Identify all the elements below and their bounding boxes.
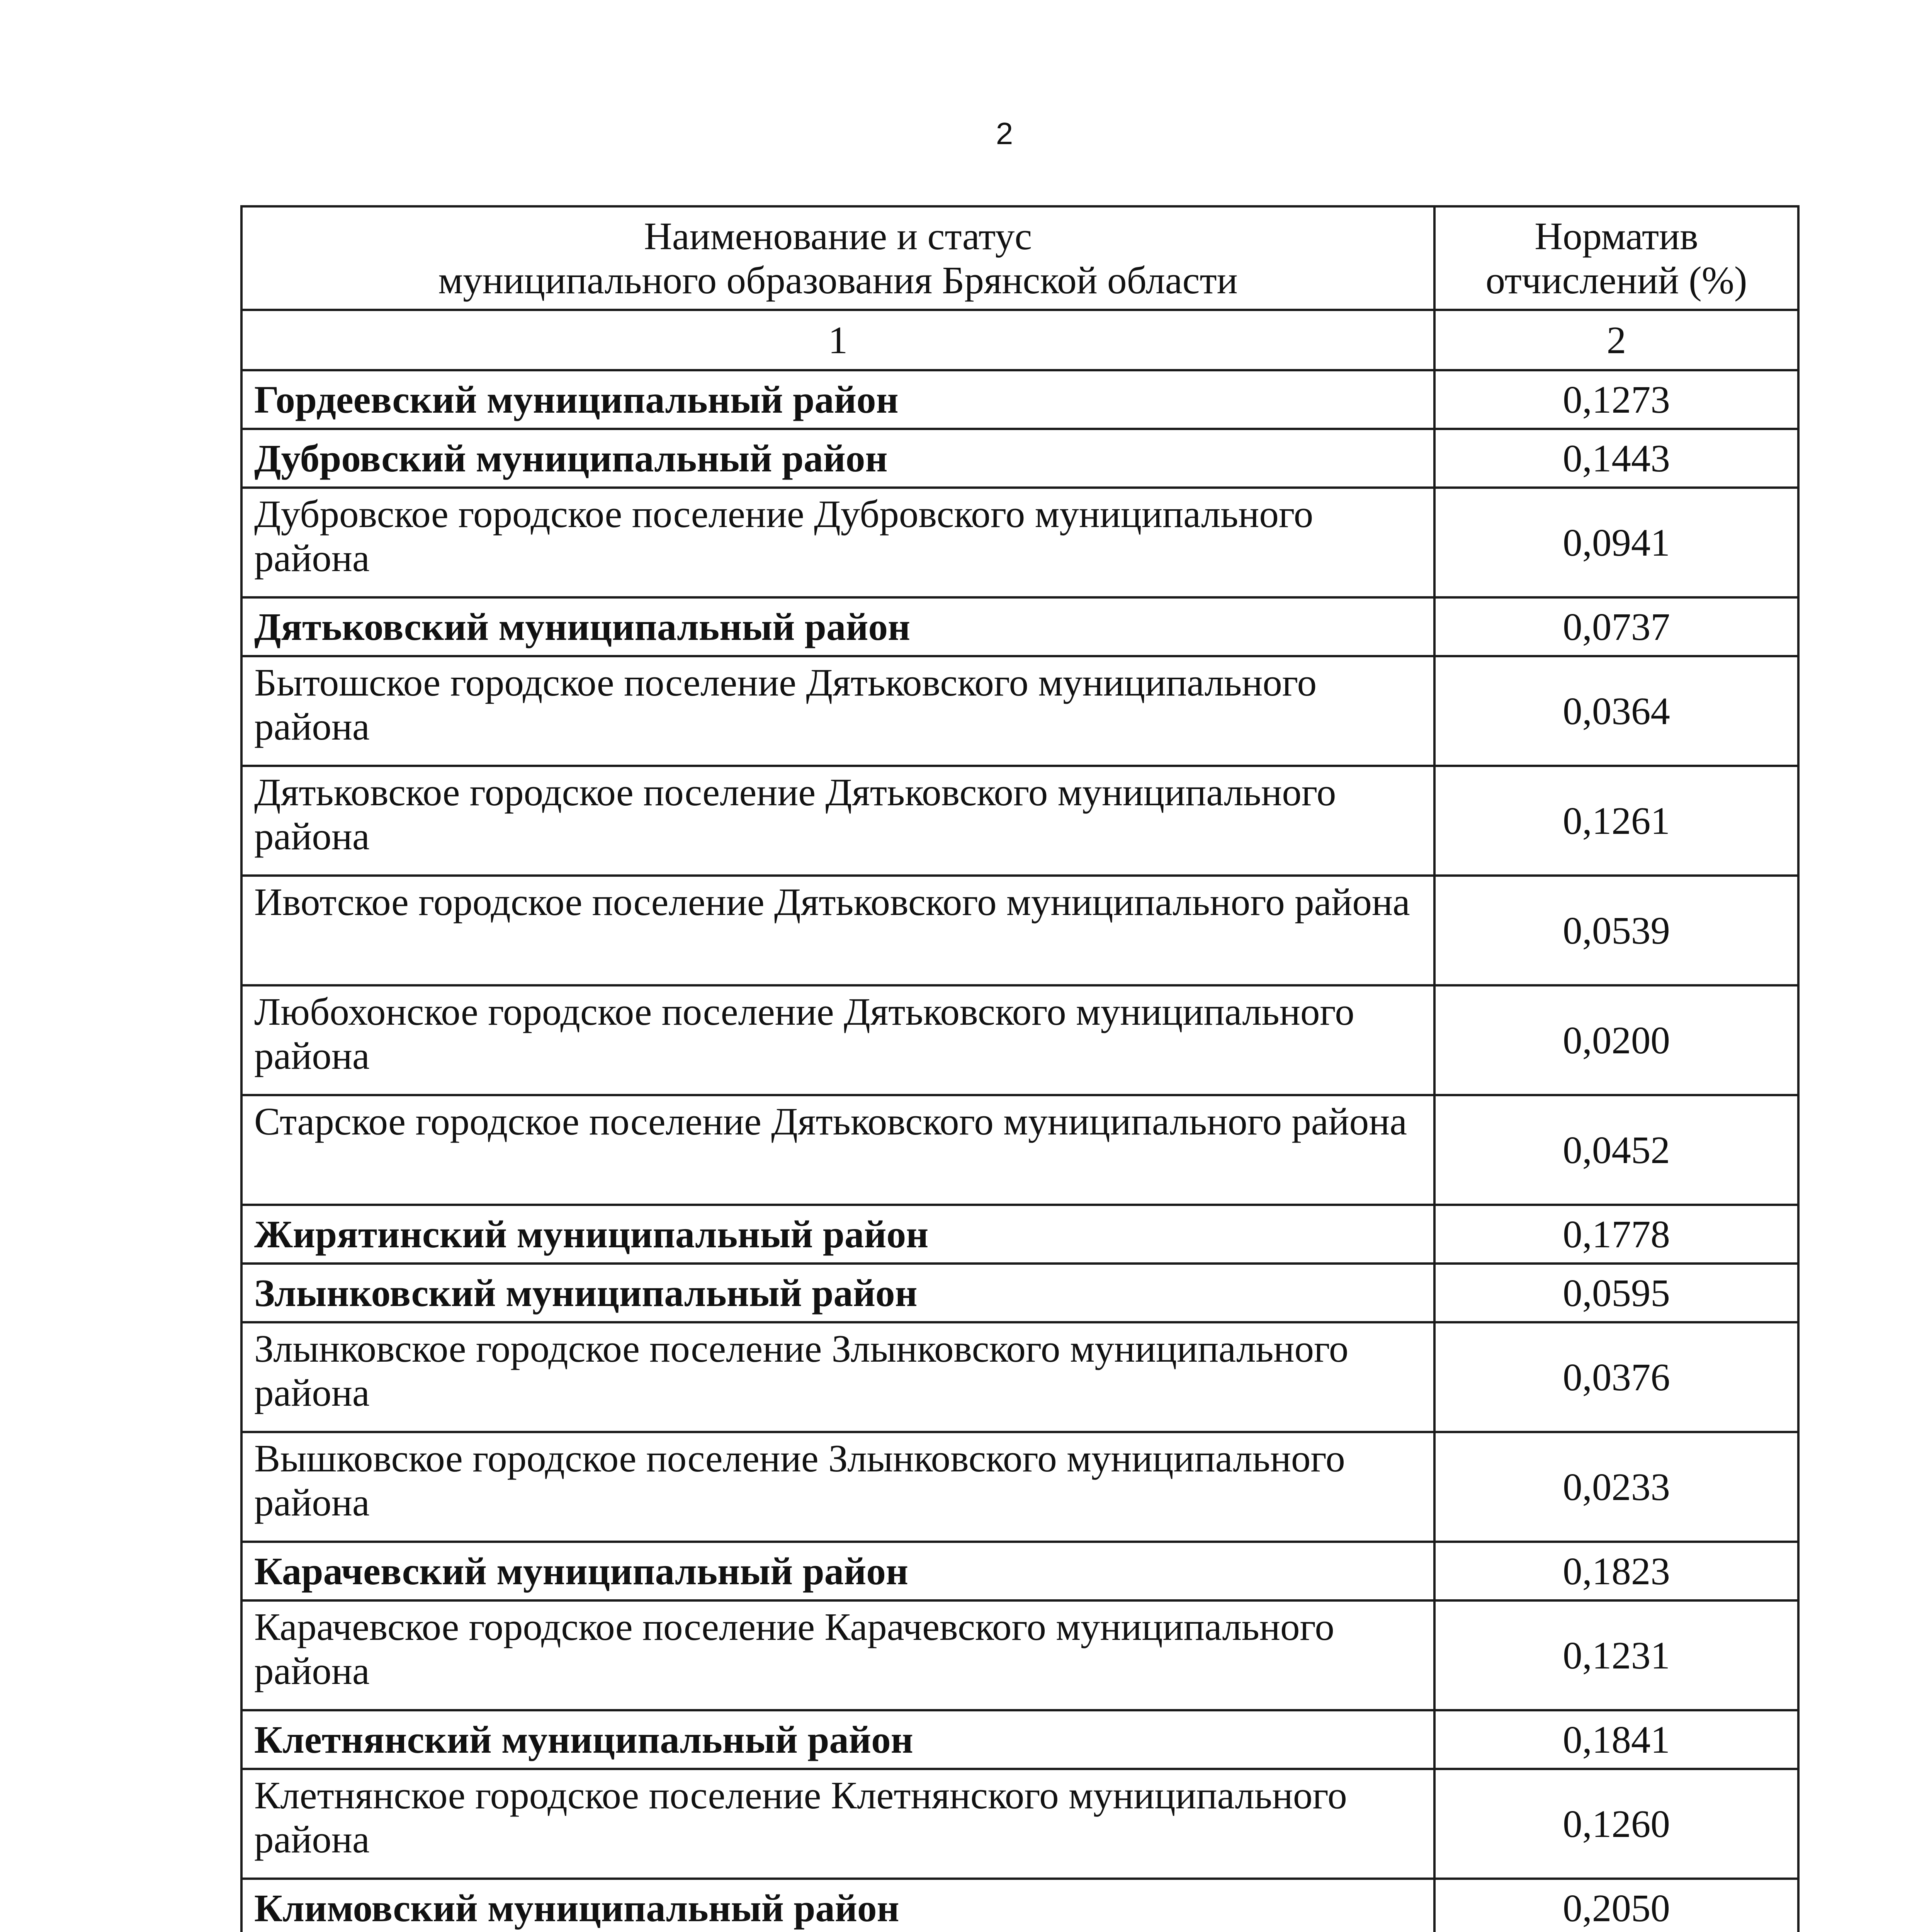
settlement-row — [241, 1432, 1798, 1542]
header-value-column — [1434, 206, 1798, 310]
settlement-row — [241, 1600, 1798, 1710]
settlement-row — [241, 656, 1798, 766]
deduction-norm-cell: 0,2050 — [1434, 1879, 1798, 1932]
deduction-norm-cell: 0,1823 — [1434, 1542, 1798, 1600]
municipality-name-cell: Любохонское городское поселение Дятьковского муниципального района — [241, 985, 1434, 1095]
municipality-name-cell: Дубровский муниципальный район — [241, 429, 1434, 488]
district-row — [241, 1879, 1798, 1932]
column-number-row — [241, 310, 1798, 370]
municipality-name-cell: Дятьковское городское поселение Дятьковского муниципального района — [241, 766, 1434, 876]
table-body — [241, 370, 1798, 1932]
deduction-norm-cell: 0,0233 — [1434, 1432, 1798, 1542]
municipality-name-cell: Климовский муниципальный район — [241, 1879, 1434, 1932]
municipality-name-cell: Ивотское городское поселение Дятьковского муниципального района — [241, 876, 1434, 985]
table-header-row — [241, 206, 1798, 310]
municipality-name-cell: Злынковский муниципальный район — [241, 1264, 1434, 1322]
column-number-2: 2 — [1434, 310, 1798, 370]
municipality-name-cell: Карачевское городское поселение Карачевского муниципального района — [241, 1600, 1434, 1710]
deduction-norm-cell: 0,1778 — [1434, 1205, 1798, 1264]
deduction-norm-cell: 0,1841 — [1434, 1710, 1798, 1769]
district-row — [241, 1710, 1798, 1769]
deduction-norm-cell: 0,1443 — [1434, 429, 1798, 488]
deduction-norm-cell: 0,1260 — [1434, 1769, 1798, 1879]
district-row — [241, 1542, 1798, 1600]
deduction-norm-cell: 0,0595 — [1434, 1264, 1798, 1322]
settlement-row — [241, 1769, 1798, 1879]
header-name-column — [241, 206, 1434, 310]
deduction-norm-cell: 0,1231 — [1434, 1600, 1798, 1710]
municipality-name-cell: Карачевский муниципальный район — [241, 1542, 1434, 1600]
deduction-norm-cell: 0,0200 — [1434, 985, 1798, 1095]
header-value-line1: Норматив — [1535, 214, 1698, 258]
municipality-name-cell: Клетнянский муниципальный район — [241, 1710, 1434, 1769]
settlement-row — [241, 985, 1798, 1095]
deduction-norm-cell: 0,0452 — [1434, 1095, 1798, 1205]
deduction-norm-cell: 0,1273 — [1434, 370, 1798, 429]
deduction-norm-cell: 0,0376 — [1434, 1322, 1798, 1432]
deduction-norm-cell: 0,0941 — [1434, 488, 1798, 597]
page-number: 2 — [996, 116, 1013, 151]
deduction-norm-cell: 0,0364 — [1434, 656, 1798, 766]
header-name-line1: Наименование и статус — [644, 214, 1032, 258]
municipality-name-cell: Злынковское городское поселение Злынковского муниципального района — [241, 1322, 1434, 1432]
municipality-name-cell: Бытошское городское поселение Дятьковского муниципального района — [241, 656, 1434, 766]
settlement-row — [241, 1095, 1798, 1205]
municipality-name-cell: Гордеевский муниципальный район — [241, 370, 1434, 429]
district-row — [241, 1205, 1798, 1264]
district-row — [241, 597, 1798, 656]
deduction-norm-cell: 0,0737 — [1434, 597, 1798, 656]
district-row — [241, 429, 1798, 488]
municipality-name-cell: Жирятинский муниципальный район — [241, 1205, 1434, 1264]
district-row — [241, 1264, 1798, 1322]
municipality-name-cell: Старское городское поселение Дятьковского муниципального района — [241, 1095, 1434, 1205]
settlement-row — [241, 766, 1798, 876]
deduction-norm-cell: 0,0539 — [1434, 876, 1798, 985]
header-value-line2: отчислений (%) — [1485, 259, 1747, 302]
district-row — [241, 370, 1798, 429]
settlement-row — [241, 876, 1798, 985]
municipality-name-cell: Вышковское городское поселение Злынковского муниципального района — [241, 1432, 1434, 1542]
settlement-row — [241, 488, 1798, 597]
municipality-name-cell: Клетнянское городское поселение Клетнянского муниципального района — [241, 1769, 1434, 1879]
deduction-norms-table — [240, 205, 1800, 1932]
deduction-norm-cell: 0,1261 — [1434, 766, 1798, 876]
column-number-1: 1 — [241, 310, 1434, 370]
settlement-row — [241, 1322, 1798, 1432]
municipality-name-cell: Дубровское городское поселение Дубровского муниципального района — [241, 488, 1434, 597]
municipality-name-cell: Дятьковский муниципальный район — [241, 597, 1434, 656]
header-name-line2: муниципального образования Брянской области — [438, 259, 1238, 302]
